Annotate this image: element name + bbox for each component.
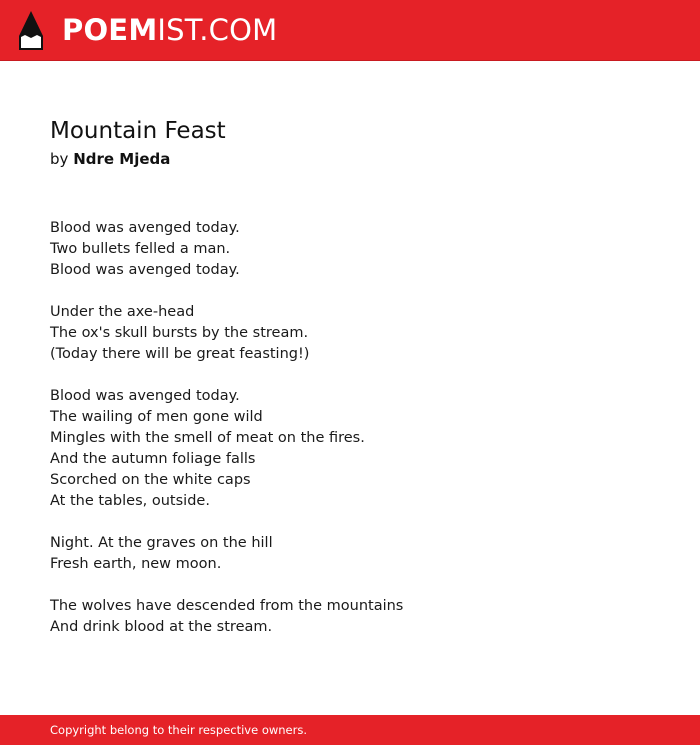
poem-body [50,218,650,638]
poem-author[interactable]: Ndre Mjeda [73,150,171,168]
poem-line: The wailing of men gone wild [50,409,263,425]
poem-line: (Today there will be great feasting!) [50,346,310,362]
poem-line: Blood was avenged today. [50,262,240,278]
poem-line: Two bullets felled a man. [50,241,231,257]
poem-line: Blood was avenged today. [50,388,240,404]
poem-line: And the autumn foliage falls [50,451,256,467]
poem-line: Fresh earth, new moon. [50,556,222,572]
poem-stanza [50,302,650,365]
poem-stanza [50,596,650,638]
poem-line: Night. At the graves on the hill [50,535,273,551]
poem-line: Mingles with the smell of meat on the fires. [50,430,365,446]
poem-line: Blood was avenged today. [50,220,240,236]
site-footer [0,715,700,745]
poem-title: Mountain Feast [50,118,226,144]
poem-line: Scorched on the white caps [50,472,251,488]
logo-light-text: IST.COM [157,13,278,47]
copyright-notice: Copyright belong to their respective owners. [50,723,308,737]
poem-stanza [50,533,650,575]
site-header [0,0,700,61]
poem-line: Under the axe-head [50,304,195,320]
logo-bold-text: POEM [62,13,158,47]
poem-content [50,114,650,659]
site-logo[interactable] [62,13,277,47]
poem-stanza [50,218,650,281]
pencil-icon[interactable] [18,10,44,50]
byline-prefix: by [50,150,69,168]
poem-byline [50,148,650,170]
poem-stanza [50,386,650,512]
poem-line: At the tables, outside. [50,493,210,509]
poem-line: And drink blood at the stream. [50,619,273,635]
poem-line: The wolves have descended from the mountains [50,598,404,614]
poem-line: The ox's skull bursts by the stream. [50,325,309,341]
